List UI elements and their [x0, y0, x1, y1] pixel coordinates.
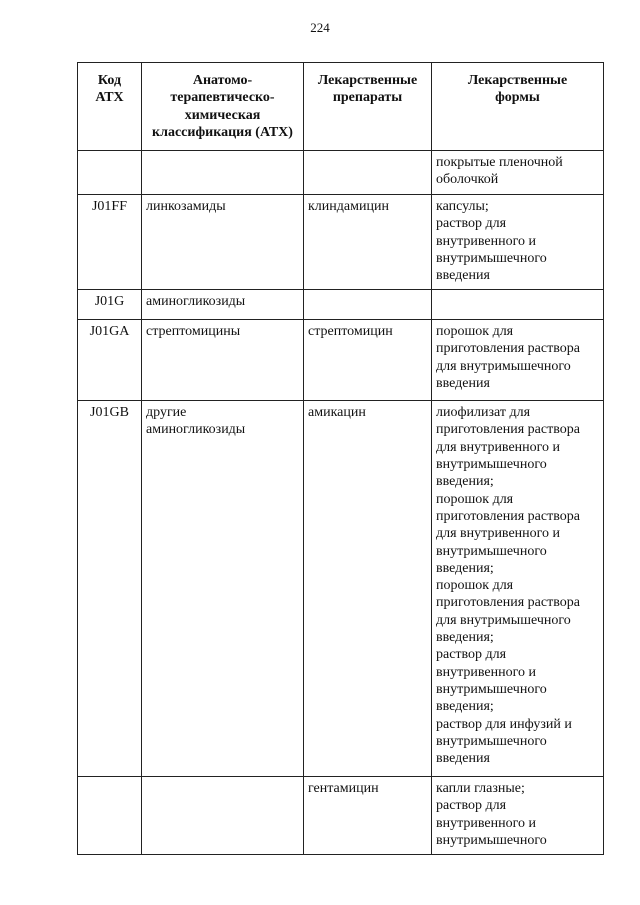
row-forms: капли глазные; раствор для внутривенного и внутримышечного: [432, 777, 604, 855]
table-row: [78, 320, 604, 401]
header-drugs: Лекарственные препараты: [304, 63, 432, 151]
table-row: [78, 401, 604, 777]
row-code: J01GA: [78, 320, 142, 401]
header-dosage-forms: Лекарственные формы: [432, 63, 604, 151]
table-row: [78, 195, 604, 290]
row-code: [78, 151, 142, 195]
row-classification: другие аминогликозиды: [142, 401, 304, 777]
row-classification: аминогликозиды: [142, 290, 304, 320]
row-classification: стрептомицины: [142, 320, 304, 401]
row-code: J01G: [78, 290, 142, 320]
row-forms: [432, 290, 604, 320]
header-atc-code: Код АТХ: [78, 63, 142, 151]
row-drug: клиндамицин: [304, 195, 432, 290]
table-row: [78, 777, 604, 855]
row-classification: [142, 777, 304, 855]
row-code: J01FF: [78, 195, 142, 290]
row-drug: амикацин: [304, 401, 432, 777]
page-number: 224: [310, 20, 330, 35]
row-drug: стрептомицин: [304, 320, 432, 401]
row-drug: гентамицин: [304, 777, 432, 855]
row-code: [78, 777, 142, 855]
row-code: J01GB: [78, 401, 142, 777]
table-row: [78, 290, 604, 320]
row-drug: [304, 290, 432, 320]
row-forms: покрытые пленочной оболочкой: [432, 151, 604, 195]
atc-drug-table: [77, 62, 604, 855]
row-drug: [304, 151, 432, 195]
table-row: [78, 151, 604, 195]
row-forms: капсулы; раствор для внутривенного и внутримышечного введения: [432, 195, 604, 290]
row-classification: [142, 151, 304, 195]
row-forms: порошок для приготовления раствора для внутримышечного введения: [432, 320, 604, 401]
header-atc-classification: Анатомо- терапевтическо- химическая классификация (АТХ): [142, 63, 304, 151]
row-classification: линкозамиды: [142, 195, 304, 290]
row-forms: лиофилизат для приготовления раствора для внутривенного и внутримышечного введения; порошок для приготовления раствора для внутривенного и внутримышечного введения; порошок для приготовления раствора для внутримышечного введения; раствор для внутривенного и внутримышечного введения; раствор для инфузий и внутримышечного введения: [432, 401, 604, 777]
table-header-row: [78, 63, 604, 151]
